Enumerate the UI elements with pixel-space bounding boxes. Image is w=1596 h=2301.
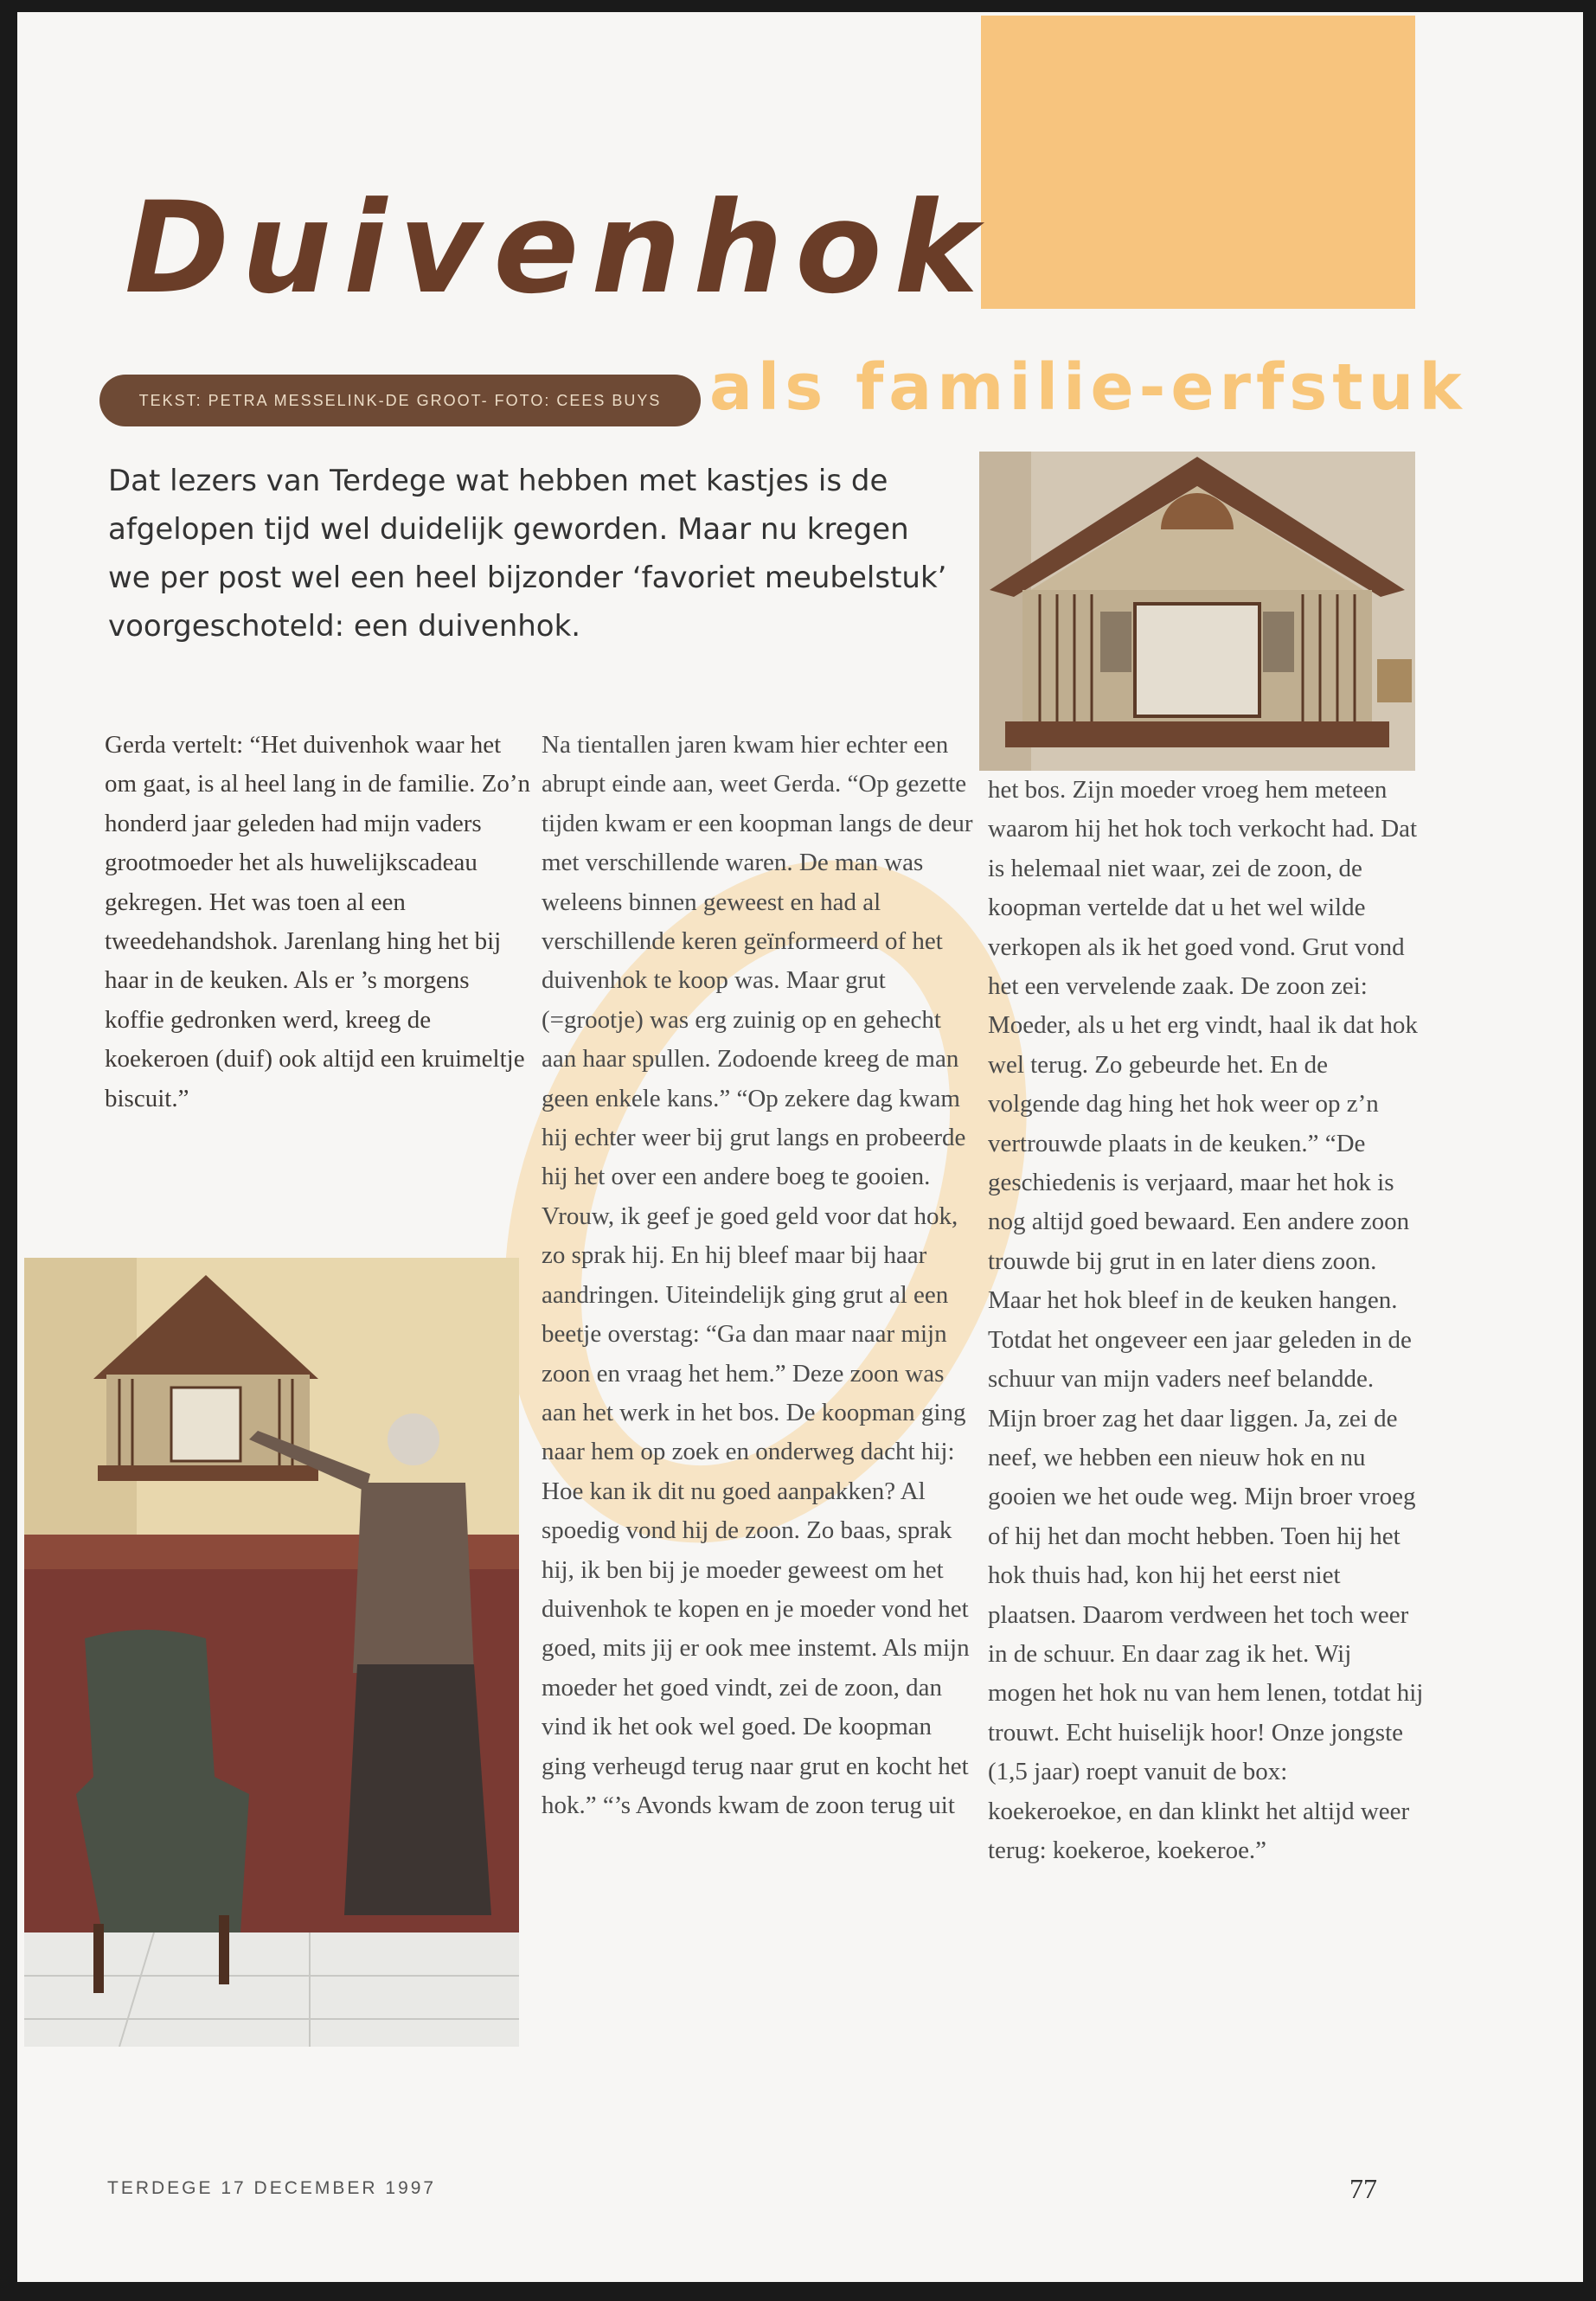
pigeon-cote-photo — [979, 452, 1415, 771]
column-1-text: Gerda vertelt: “Het duivenhok waar het om gaat, is al heel lang in de familie. Zo’n honderd jaar geleden had mijn vaders grootmoeder het als huwelijkscadeau gekregen. Het was toen al een tweedehandshok. Jarenlang hing het bij haar in de keuken. Als er ’s morgens koffie gedronken werd, kreeg de koekeroen (duif) ook altijd een kruimeltje biscuit.” — [105, 731, 531, 1112]
decorative-orange-block — [981, 16, 1415, 309]
publication-footer: TERDEGE 17 DECEMBER 1997 — [107, 2178, 437, 2198]
column-3-text: het bos. Zijn moeder vroeg hem meteen waarom hij het hok toch verkocht had. Dat is helemaal niet waar, zei de zoon, de koopman vertelde dat u het wel wilde verkopen als ik het goed vond. Grut vond het een vervelende zaak. De zoon zei: Moeder, als u het erg vindt, haal ik dat hok wel terug. Zo gebeurde het. En de volgende dag hing het hok weer op z’n vertrouwde plaats in de keuken.” “De geschiedenis is verjaard, maar het hok is nog altijd goed bewaard. Een andere zoon trouwde bij grut in en later diens zoon. Maar het hok bleef in de keuken hangen. Totdat het ongeveer een jaar geleden in de schuur van mijn vaders neef belandde. Mijn broer zag het daar liggen. Ja, zei de neef, we hebben een nieuw hok en nu gooien we het oude weg. Mijn broer vroeg of hij het dan mocht hebben. Toen hij het hok thuis had, kon hij het eerst niet plaatsen. Daarom verdween het toch weer in de schuur. En daar zag ik het. Wij mogen het hok nu van hem lenen, totdat hij trouwt. Echt huiselijk hoor! Onze jongste (1,5 jaar) roept vanuit de box: koekeroekoe, en dan klinkt het altijd weer terug: koekeroe, koekeroe.” — [988, 776, 1424, 1864]
page-number: 77 — [1349, 2173, 1377, 2204]
credit-line: TEKST: PETRA MESSELINK-DE GROOT- FOTO: CEES BUYS — [99, 375, 701, 426]
column-2-text: Na tientallen jaren kwam hier echter een abrupt einde aan, weet Gerda. “Op gezette tijden kwam er een koopman langs de deur met verschillende waren. De man was weleens binnen geweest en had al verschillende keren geïnformeerd of het duivenhok te koop was. Maar grut (=grootje) was erg zuinig op en gehecht aan haar spullen. Zodoende kreeg de man geen enkele kans.” “Op zekere dag kwam hij echter weer bij grut langs en probeerde hij het over een andere boeg te gooien. Vrouw, ik geef je goed geld voor dat hok, zo sprak hij. En hij bleef maar bij haar aandringen. Uiteindelijk ging grut al een beetje overstag: “Ga dan maar naar mijn zoon en vraag het hem.” Deze zoon was aan het werk in het bos. De koopman ging naar hem op zoek en onderweg dacht hij: Hoe kan ik dit nu goed aanpakken? Al spoedig vond hij de zoon. Zo baas, sprak hij, ik ben bij je moeder geweest om het duivenhok te kopen en je moeder vond het goed, mits jij er ook mee instemt. Als mijn moeder het goed vindt, zei de zoon, dan vind ik het ook wel goed. De koopman ging verheugd terug naar grut en kocht het hok.” “’s Avonds kwam de zoon terug uit — [542, 731, 973, 1819]
pigeon-cote-illustration — [979, 452, 1415, 771]
article-title: Duivenhok — [125, 175, 990, 322]
article-intro: Dat lezers van Terdege wat hebben met kastjes is de afgelopen tijd wel duidelijk geworden. Maar nu kregen we per post wel een heel bijzonder ‘favoriet meubelstuk’ voorgeschoteld: een duivenhok. — [108, 464, 947, 644]
woman-with-pigeon-cote-photo — [24, 1258, 519, 2047]
article-subtitle: als familie-erfstuk — [709, 350, 1467, 425]
magazine-page — [17, 12, 1583, 2282]
woman-with-pigeon-cote-illustration — [24, 1258, 519, 2047]
